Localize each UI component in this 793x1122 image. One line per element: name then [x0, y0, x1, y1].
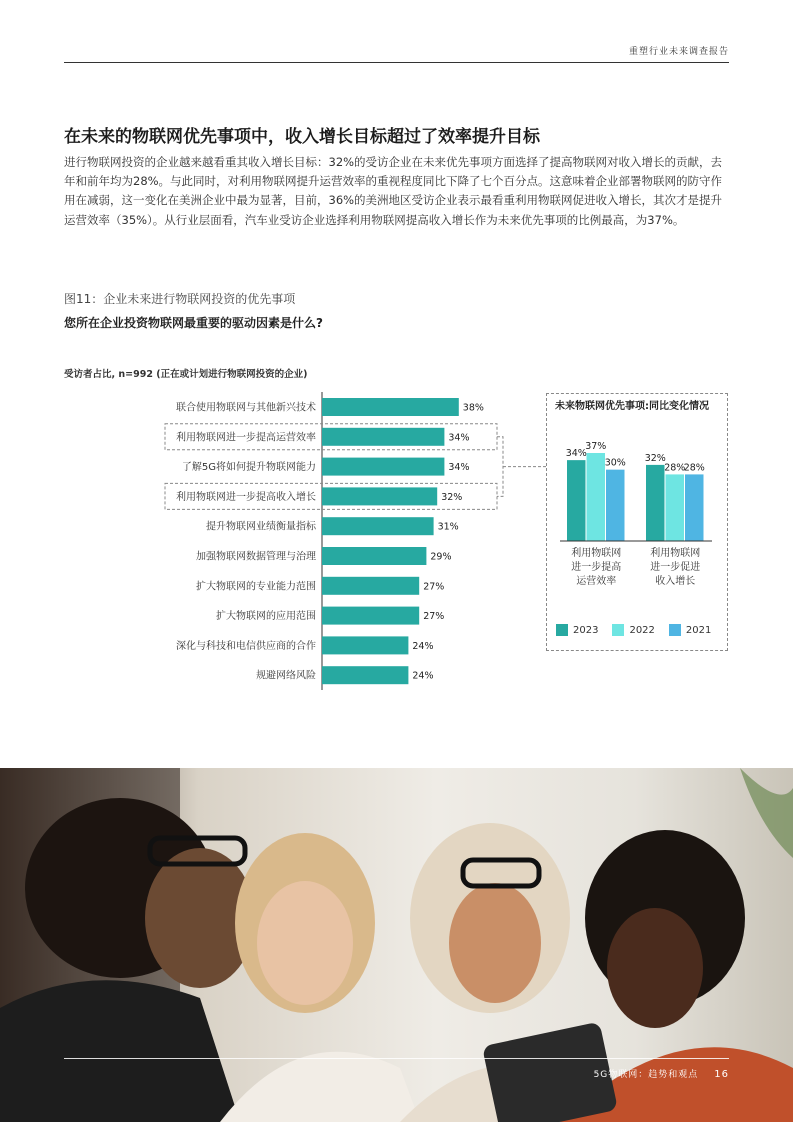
yoy-category-label-0-1: 进一步提高 [571, 562, 622, 573]
bar-category-label-9: 规避网络风险 [256, 670, 316, 682]
legend-label-2021: 2021 [685, 624, 712, 636]
bar-value-label-9: 24% [412, 670, 434, 682]
bar-value-label-1: 34% [448, 432, 470, 444]
bar-category-label-2: 了解5G将如何提升物联网能力 [181, 462, 316, 474]
bar-3 [322, 487, 437, 505]
section-paragraph: 进行物联网投资的企业越来越看重其收入增长目标：32%的受访企业在未来优先事项方面选择了提高物联网对收入增长的贡献，去年和前年均为28%。与此同时，对利用物联网提升运营效率的重视程度同比下降了七个百分点。这意味着企业部署物联网的防守作用在减弱，这一变化在美洲企业中最为显著，目前，36%的美洲地区受访企业表示最看重利用物联网促进收入增长，其次才是提升运营效率（35%）。从行业层面看，汽车业受访企业选择利用物联网提高收入增长作为未来优先事项的比例最高，为37%。 [64, 155, 723, 227]
bar-value-label-4: 31% [437, 521, 459, 533]
bar-value-label-5: 29% [430, 551, 452, 563]
yoy-change-panel [546, 393, 728, 651]
page-number: 16 [714, 1069, 729, 1080]
bar-value-label-3: 32% [441, 491, 463, 503]
footer-report-name: 5G物联网：趋势和观点 [593, 1070, 699, 1080]
bar-1 [322, 428, 444, 446]
yoy-value-label-1-2: 28% [683, 462, 705, 474]
bar-value-label-6: 27% [423, 581, 445, 593]
bar-value-label-0: 38% [462, 402, 484, 414]
figure-note: 受访者占比, n=992 (正在或计划进行物联网投资的企业) [64, 369, 308, 380]
section-title: 在未来的物联网优先事项中，收入增长目标超过了效率提升目标 [64, 127, 540, 147]
yoy-category-label-1-0: 利用物联网 [650, 548, 701, 559]
bar-value-label-2: 34% [448, 462, 470, 474]
bar-category-label-7: 扩大物联网的应用范围 [216, 611, 316, 623]
legend-label-2022: 2022 [629, 624, 655, 636]
legend-swatch-2022 [612, 624, 624, 636]
yoy-value-label-0-1: 37% [585, 441, 607, 452]
yoy-category-label-1-2: 收入增长 [655, 576, 696, 587]
bar-4 [322, 517, 434, 535]
yoy-value-label-1-1: 28% [664, 462, 686, 474]
figure-question: 您所在企业投资物联网最重要的驱动因素是什么? [64, 316, 323, 330]
bar-category-label-3: 利用物联网进一步提高收入增长 [176, 491, 316, 503]
bar-category-label-0: 联合使用物联网与其他新兴技术 [176, 402, 316, 414]
bar-0 [322, 398, 459, 416]
bar-6 [322, 577, 419, 595]
yoy-value-label-1-0: 32% [644, 452, 666, 464]
yoy-category-label-0-0: 利用物联网 [571, 548, 622, 559]
legend-swatch-2023 [556, 624, 568, 636]
bar-5 [322, 547, 426, 565]
legend-swatch-2021 [669, 624, 681, 636]
bar-value-label-7: 27% [423, 611, 445, 623]
yoy-legend [556, 624, 711, 636]
yoy-value-label-0-2: 30% [604, 457, 626, 469]
yoy-category-label-1-1: 进一步促进 [650, 562, 701, 573]
yoy-panel-title: 未来物联网优先事项:同比变化情况 [555, 401, 709, 412]
bar-8 [322, 636, 408, 654]
legend-label-2023: 2023 [573, 624, 599, 636]
bar-9 [322, 666, 408, 684]
figure-label: 图11：企业未来进行物联网投资的优先事项 [64, 292, 296, 306]
legend-item-2022 [612, 624, 654, 636]
legend-item-2021 [669, 624, 711, 636]
legend-item-2023 [556, 624, 598, 636]
report-header: 重塑行业未来调查报告 [628, 47, 729, 57]
bar-category-label-1: 利用物联网进一步提高运营效率 [176, 432, 316, 444]
yoy-category-label-0-2: 运营效率 [576, 576, 617, 587]
bar-2 [322, 458, 444, 476]
page-footer [594, 1067, 729, 1080]
bar-7 [322, 607, 419, 625]
bar-value-label-8: 24% [412, 640, 434, 652]
footer-divider [64, 1058, 729, 1059]
yoy-value-label-0-0: 34% [565, 448, 587, 460]
bar-category-label-4: 提升物联网业绩衡量指标 [206, 521, 316, 533]
highlight-bracket [497, 437, 503, 497]
bar-category-label-8: 深化与科技和电信供应商的合作 [176, 640, 316, 652]
bar-category-label-5: 加强物联网数据管理与治理 [196, 551, 316, 563]
bar-category-label-6: 扩大物联网的专业能力范围 [196, 581, 316, 593]
